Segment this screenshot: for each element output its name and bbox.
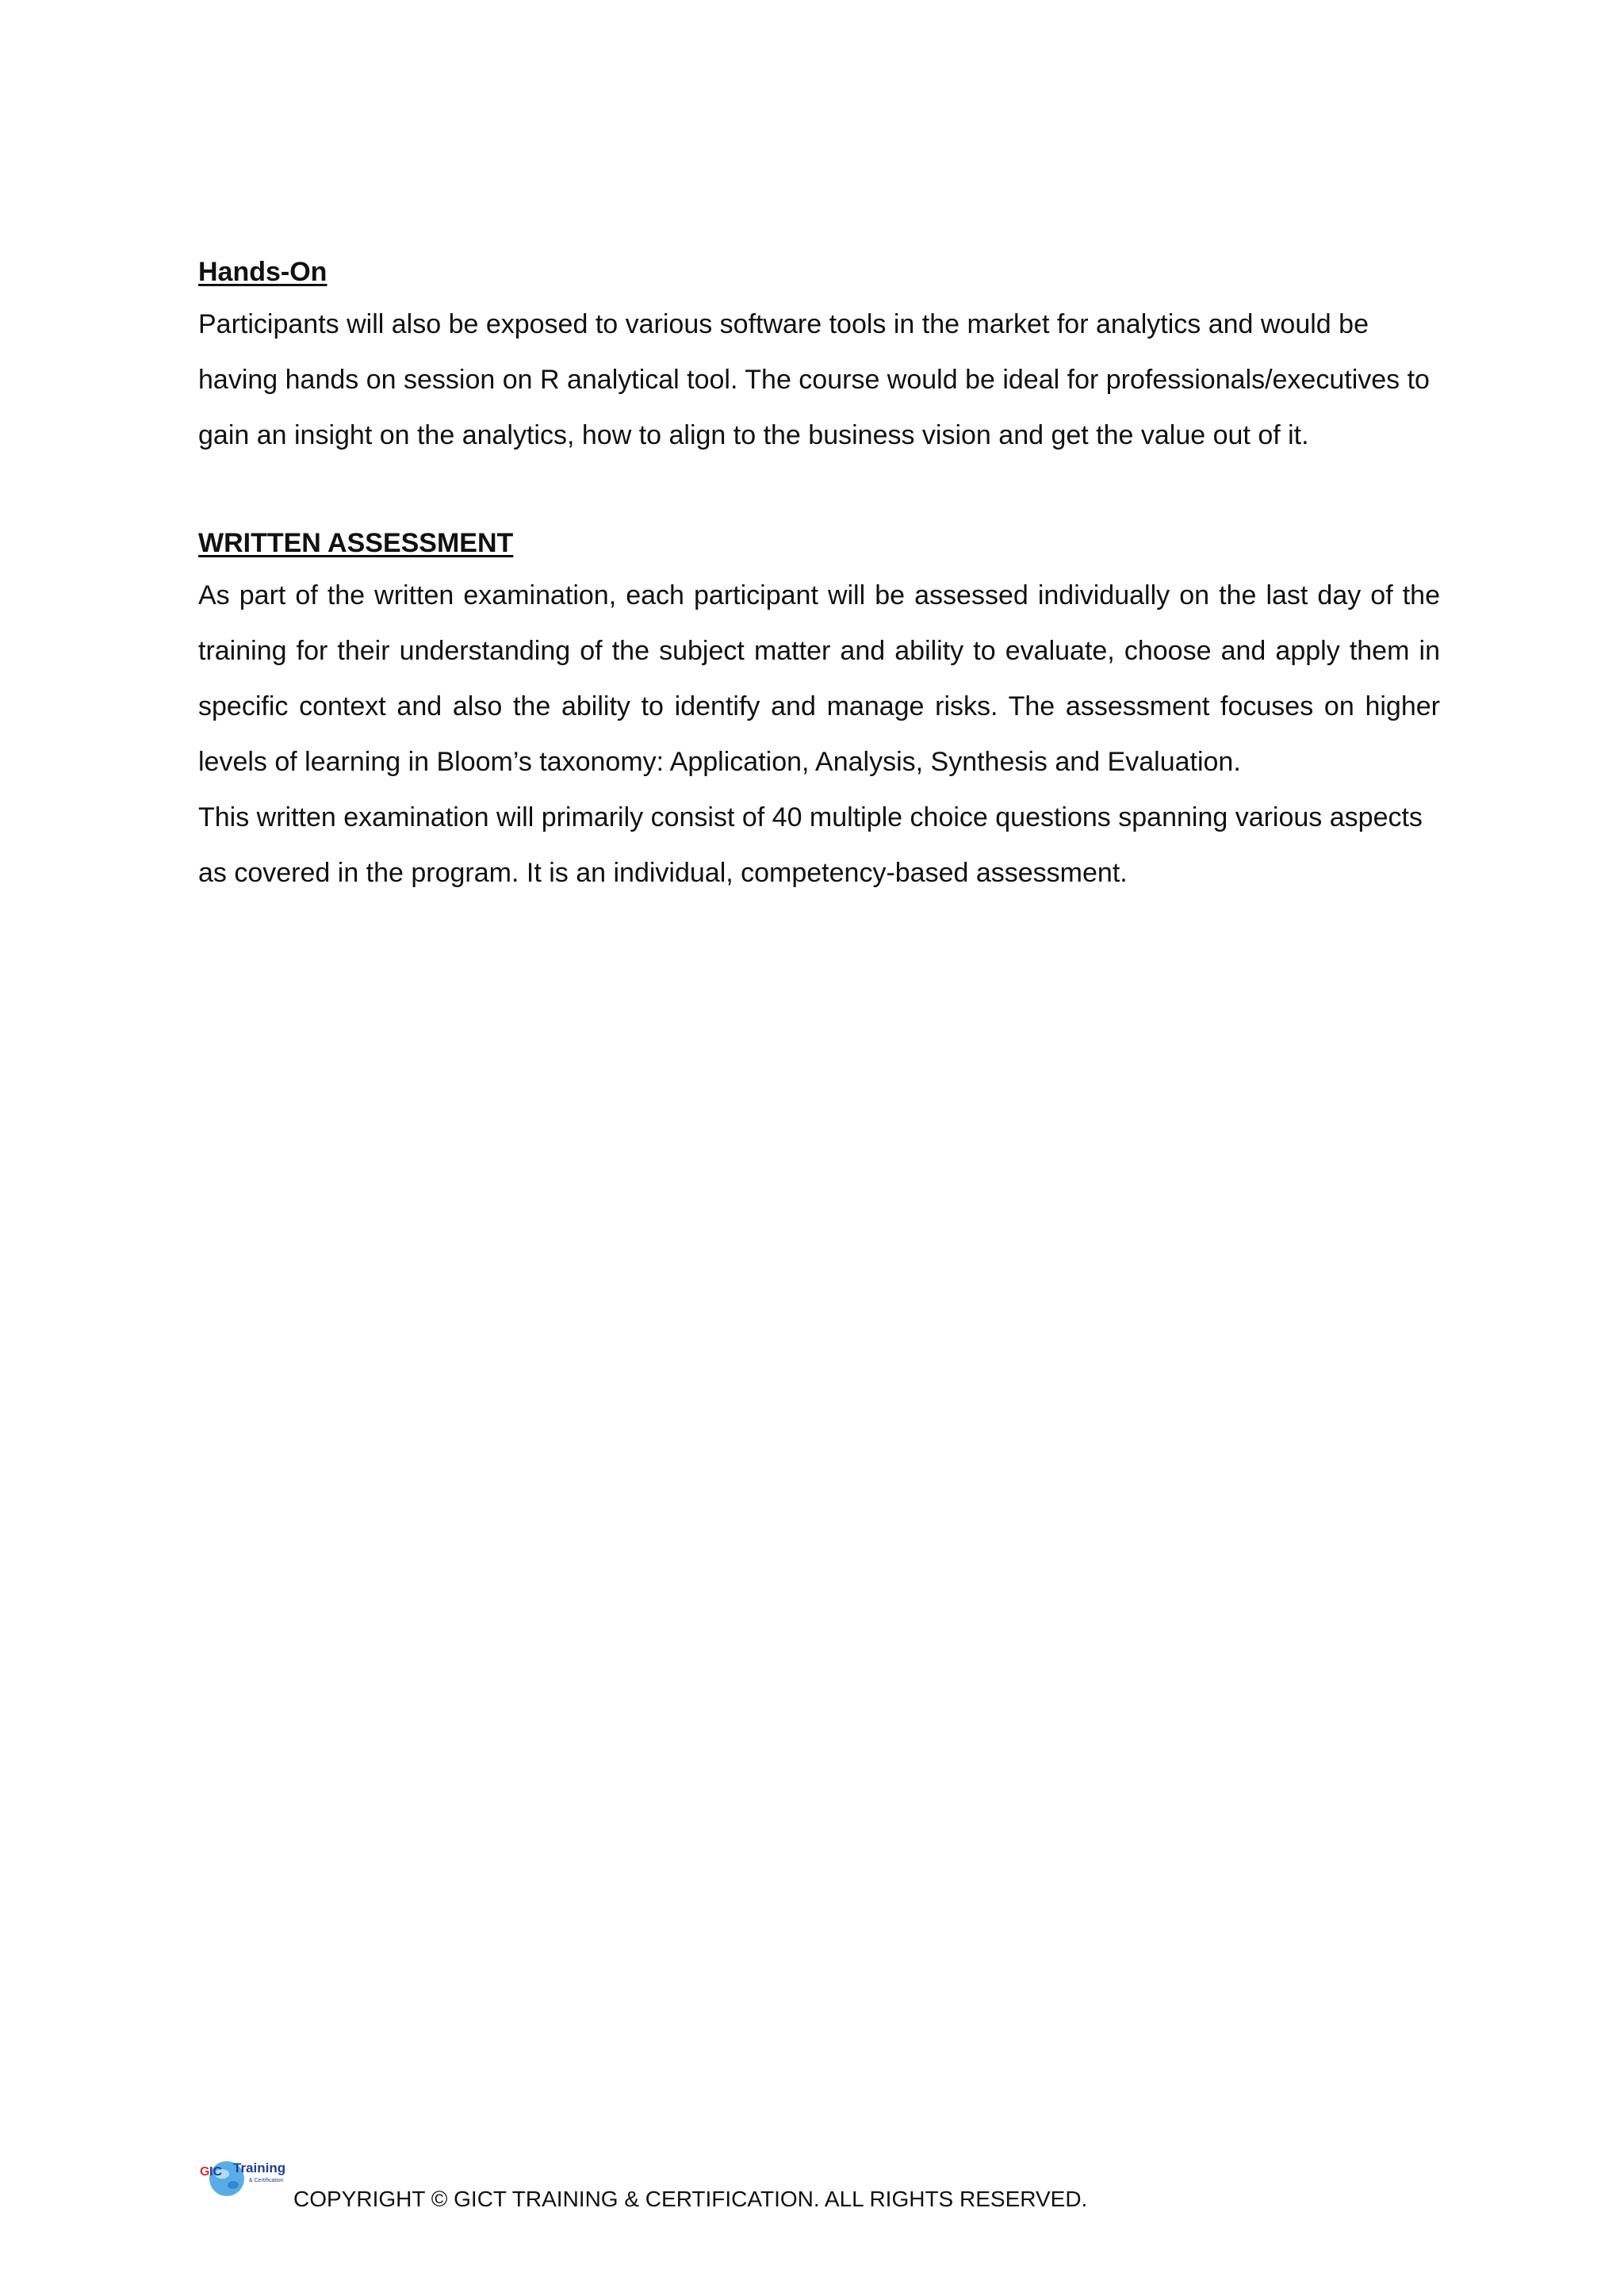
logo-cert: & Certification <box>249 2178 284 2183</box>
section-written-assessment <box>198 519 1440 901</box>
logo-g: G <box>200 2165 210 2179</box>
section-heading: Hands-On <box>198 257 327 287</box>
section-heading: WRITTEN ASSESSMENT <box>198 528 514 558</box>
section-spacer <box>198 463 1440 519</box>
section-paragraph: Participants will also be exposed to various software tools in the market for analytics and would be having hands on session on R analytical tool. The course would be ideal for professionals/executives to gain an insight on the analytics, how to align to the business vision and get the value out of it. <box>198 309 1430 450</box>
section-paragraph: This written examination will primarily consist of 40 multiple choice questions spanning various aspects as covered in the program. It is an individual, competency-based assessment. <box>198 802 1423 888</box>
section-hands-on <box>198 247 1440 463</box>
copyright-text: COPYRIGHT © GICT TRAINING & CERTIFICATION. ALL RIGHTS RESERVED. <box>293 2187 1088 2211</box>
page-footer <box>198 2150 1308 2229</box>
document-body <box>198 247 1440 901</box>
logo-training: Training <box>233 2160 286 2175</box>
logo-ic: IC <box>209 2165 222 2179</box>
section-paragraph: As part of the written examination, each participant will be assessed individually on the last day of the training for their understanding of the subject matter and ability to evaluate, choose and apply them in specific context and also the ability to identify and manage risks. The assessment focuses on higher levels of learning in Bloom’s taxonomy: Application, Analysis, Synthesis and Evaluation. <box>198 580 1440 777</box>
gict-logo <box>198 2150 287 2202</box>
